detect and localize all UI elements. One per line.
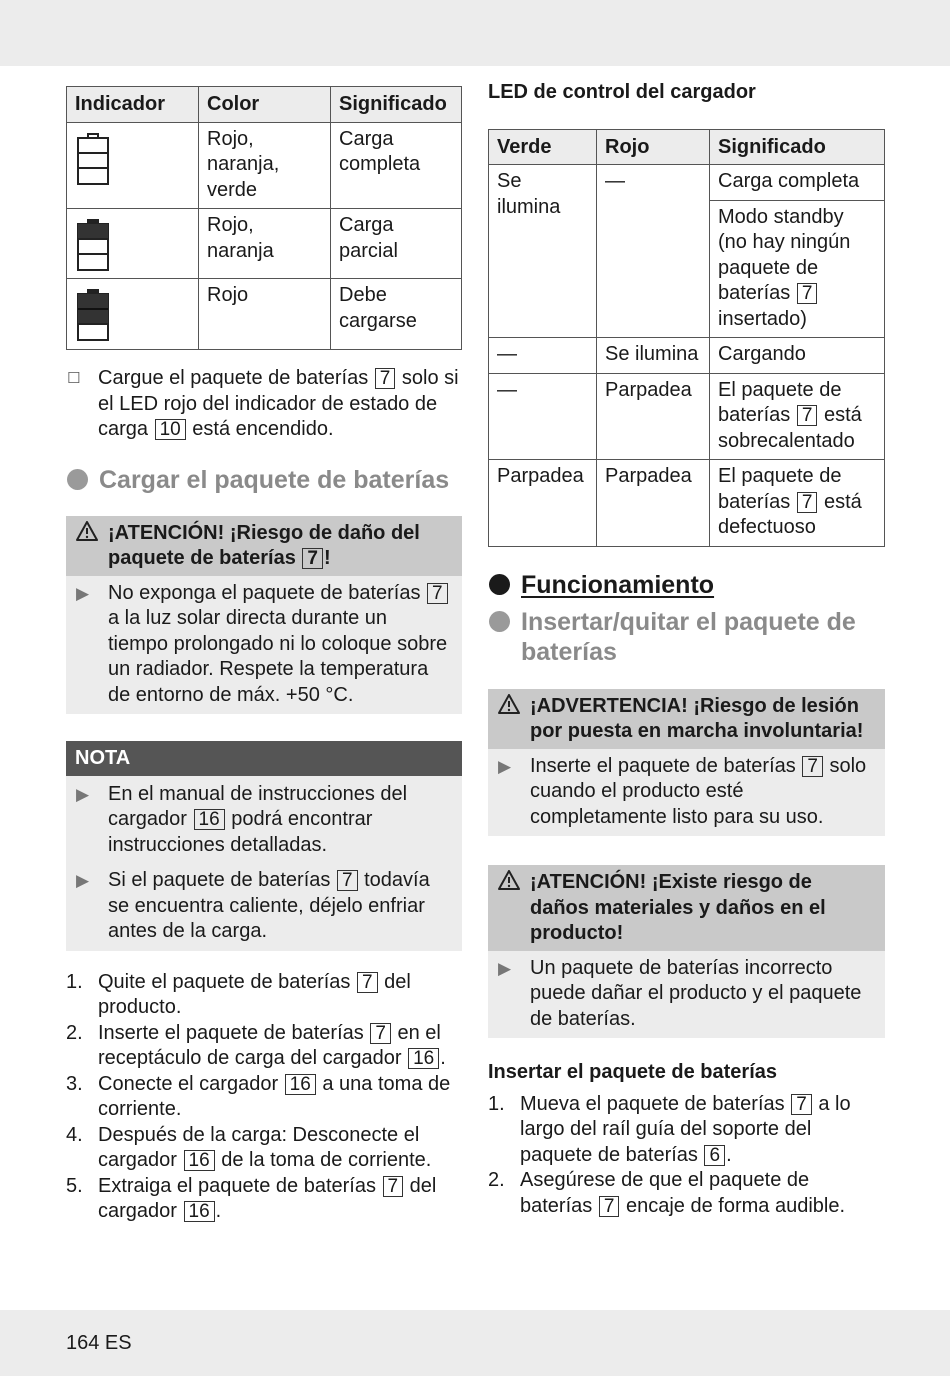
key-number: 7: [797, 492, 818, 513]
led-control-table: [488, 129, 885, 547]
key-number: 7: [797, 405, 818, 426]
page-top-band: [0, 0, 950, 66]
table-header: Significado: [710, 129, 885, 165]
table-row: [67, 279, 462, 350]
led-table-title: LED de control del cargador: [488, 81, 756, 103]
charge-status-table: [66, 86, 462, 350]
warning-box: [488, 689, 885, 837]
table-header-row: [489, 129, 885, 165]
warning-triangle-icon: [498, 870, 530, 947]
section-heading-charge: Cargar el paquete de baterías: [66, 465, 462, 495]
page-number: 164 ES: [66, 1332, 132, 1354]
section-heading-function: Funcionamiento: [488, 570, 885, 600]
attention-title: ¡ATENCIÓN! ¡Riesgo de daño del paquete de baterías 7 !: [66, 516, 462, 576]
table-header: Verde: [489, 129, 597, 165]
key-number: 16: [285, 1074, 316, 1095]
meaning-cell: El paquete de baterías 7 está defectuoso: [710, 460, 885, 547]
note-title: NOTA: [66, 741, 462, 776]
table-row: [67, 209, 462, 279]
battery-empty-outline-icon: [77, 133, 109, 185]
bullet-dot-icon: [489, 611, 510, 632]
list-item: 5. Extraiga el paquete de baterías 7 del cargador 16 .: [66, 1174, 437, 1222]
key-number: 7: [791, 1094, 812, 1115]
red-cell: Parpadea: [597, 460, 710, 547]
table-header: Color: [199, 87, 331, 123]
table-header: Significado: [331, 87, 462, 123]
check-note-text: Cargue el paquete de baterías 7 solo si el LED rojo del indicador de estado de carga 10 está encendido.: [98, 367, 459, 440]
key-number: 7: [599, 1196, 620, 1217]
red-cell: —: [597, 165, 710, 338]
warning-title: ¡ADVERTENCIA! ¡Riesgo de lesión por puesta en marcha involuntaria!: [488, 689, 885, 749]
bullet-dot-icon: [489, 574, 510, 595]
color-cell: Rojo, naranja, verde: [199, 122, 331, 209]
arrow-bullet-icon: ▶: [76, 871, 90, 890]
battery-two-filled-icon: [77, 289, 109, 341]
meaning-cell: El paquete de baterías 7 está sobrecalentado: [710, 373, 885, 460]
red-cell: Se ilumina: [597, 338, 710, 374]
color-cell: Rojo, naranja: [199, 209, 331, 279]
red-cell: Parpadea: [597, 373, 710, 460]
indicator-cell: [67, 209, 199, 279]
page-footer-band: [0, 1310, 950, 1376]
key-number: 7: [370, 1023, 391, 1044]
key-number: 16: [194, 809, 225, 830]
warning-item: ▶ Inserte el paquete de baterías 7 solo cuando el producto esté completamente listo para su uso.: [498, 754, 875, 831]
table-row: [489, 338, 885, 374]
key-number: 7: [357, 972, 378, 993]
indicator-cell: [67, 122, 199, 209]
attention-item: ▶ No exponga el paquete de baterías 7 a la luz solar directa durante un tiempo prolongado ni lo coloque sobre un radiador. Respete la temperatura de entorno de máx. +50 °C.: [76, 581, 452, 709]
key-number: 7: [802, 756, 823, 777]
note-item: ▶ Si el paquete de baterías 7 todavía se encuentra caliente, déjelo enfriar antes de la carga.: [76, 868, 452, 945]
table-header: Rojo: [597, 129, 710, 165]
meaning-cell: Debe cargarse: [331, 279, 462, 350]
list-item: 2. Inserte el paquete de baterías 7 en el receptáculo de carga del cargador 16 .: [66, 1021, 446, 1069]
green-cell: —: [489, 338, 597, 374]
arrow-bullet-icon: ▶: [498, 958, 512, 978]
warning-triangle-icon: [498, 694, 530, 745]
list-item: 1. Quite el paquete de baterías 7 del producto.: [66, 970, 411, 1018]
arrow-bullet-icon: ▶: [498, 756, 512, 776]
key-number: 7: [383, 1176, 404, 1197]
table-row: [489, 373, 885, 460]
key-number: 7: [337, 870, 358, 891]
check-note: [66, 366, 462, 443]
key-number: 7: [797, 283, 818, 304]
charge-steps-list: [66, 970, 462, 1225]
meaning-cell: Carga completa: [331, 122, 462, 209]
key-number: 16: [408, 1048, 439, 1069]
table-header-row: [67, 87, 462, 123]
insert-steps-list: [488, 1092, 885, 1220]
key-number: 6: [704, 1145, 725, 1166]
table-row: [489, 460, 885, 547]
meaning-cell: Modo standby (no hay ningún paquete de baterías 7 insertado): [710, 200, 885, 338]
key-number: 16: [184, 1201, 215, 1222]
arrow-bullet-icon: ▶: [76, 583, 90, 603]
note-item: ▶ En el manual de instrucciones del cargador 16 podrá encontrar instrucciones detalladas.: [76, 782, 452, 859]
attention-item: ▶ Un paquete de baterías incorrecto puede dañar el producto y el paquete de baterías.: [498, 956, 875, 1033]
key-number: 7: [427, 583, 448, 604]
attention-box: [488, 865, 885, 1038]
meaning-cell: Cargando: [710, 338, 885, 374]
list-item: 1. Mueva el paquete de baterías 7 a lo largo del raíl guía del soporte del paquete de baterías 6 .: [488, 1092, 851, 1166]
table-row: [489, 165, 885, 201]
table-row: [67, 122, 462, 209]
key-number: 7: [375, 368, 396, 389]
meaning-cell: Carga parcial: [331, 209, 462, 279]
left-column: [66, 86, 462, 1225]
green-cell: —: [489, 373, 597, 460]
insert-subheading: Insertar el paquete de baterías: [488, 1061, 778, 1083]
attention-box: [66, 516, 462, 715]
checkbox-icon: ☐: [67, 370, 81, 387]
list-item: 2. Asegúrese de que el paquete de baterías 7 encaje de forma audible.: [488, 1169, 846, 1217]
green-cell: Parpadea: [489, 460, 597, 547]
bullet-dot-icon: [67, 469, 88, 490]
key-number: 16: [184, 1150, 215, 1171]
note-box: [66, 741, 462, 951]
meaning-cell: Carga completa: [710, 165, 885, 201]
list-item: 3. Conecte el cargador 16 a una toma de corriente.: [66, 1072, 451, 1120]
battery-one-filled-icon: [77, 219, 109, 271]
green-cell: Se ilumina: [489, 165, 597, 338]
arrow-bullet-icon: ▶: [76, 784, 90, 804]
color-cell: Rojo: [199, 279, 331, 350]
section-heading-insert-remove: Insertar/quitar el paquete de baterías: [488, 607, 885, 667]
key-number: 10: [155, 419, 186, 440]
warning-triangle-icon: [76, 521, 108, 572]
attention-title: ¡ATENCIÓN! ¡Existe riesgo de daños materiales y daños en el producto!: [488, 865, 885, 951]
list-item: 4. Después de la carga: Desconecte el cargador 16 de la toma de corriente.: [66, 1123, 432, 1171]
table-header: Indicador: [67, 87, 199, 123]
indicator-cell: [67, 279, 199, 350]
key-number: 7: [302, 548, 323, 569]
right-column: [488, 80, 885, 1219]
